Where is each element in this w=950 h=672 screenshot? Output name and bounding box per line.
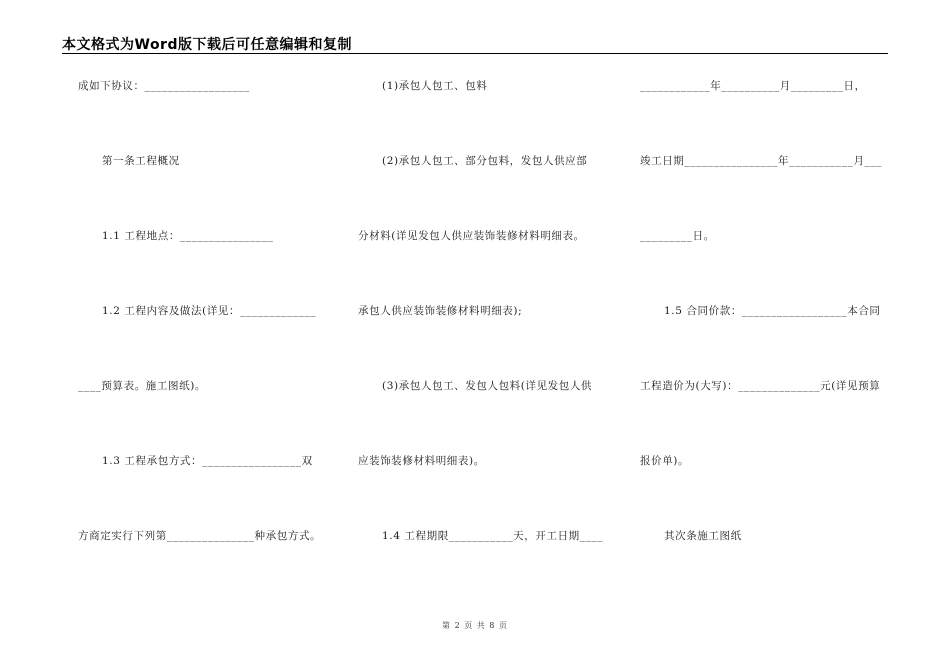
middle-line-4: 承包人供应装饰装修材料明细表);	[358, 305, 523, 317]
left-line-3: 1.1 工程地点：________________	[102, 230, 274, 242]
left-line-6: 1.3 工程承包方式：_________________双	[102, 455, 313, 467]
left-line-1: 成如下协议：__________________	[78, 80, 250, 92]
right-line-4: 1.5 合同价款：__________________本合同	[664, 305, 881, 317]
right-line-2: 竣工日期________________年___________月___	[640, 155, 883, 167]
right-line-1: ____________年__________月_________日，	[640, 80, 866, 92]
right-line-5: 工程造价为(大写)：______________元(详见预算	[640, 380, 881, 392]
middle-line-3: 分材料(详见发包人供应装饰装修材料明细表。	[358, 230, 585, 242]
middle-line-2: (2)承包人包工、部分包料，发包人供应部	[382, 155, 588, 167]
right-line-7: 其次条施工图纸	[664, 530, 742, 542]
left-line-5: ____预算表。施工图纸)。	[78, 380, 206, 392]
middle-line-7: 1.4 工程期限___________天，开工日期____	[382, 530, 604, 542]
left-line-4: 1.2 工程内容及做法(详见：_____________	[102, 305, 317, 317]
page-number-footer: 第 2 页 共 8 页	[442, 621, 508, 630]
document-header-title: 本文格式为Word版下载后可任意编辑和复制	[62, 37, 352, 53]
right-line-3: _________日。	[640, 230, 715, 242]
middle-line-6: 应装饰装修材料明细表)。	[358, 455, 485, 467]
left-line-7: 方商定实行下列第_______________种承包方式。	[78, 530, 322, 542]
left-line-2: 第一条工程概况	[102, 155, 180, 167]
middle-line-1: (1)承包人包工、包料	[382, 80, 488, 92]
right-line-6: 报价单)。	[640, 455, 690, 467]
header-divider	[62, 53, 888, 54]
middle-line-5: (3)承包人包工、发包人包料(详见发包人供	[382, 380, 593, 392]
